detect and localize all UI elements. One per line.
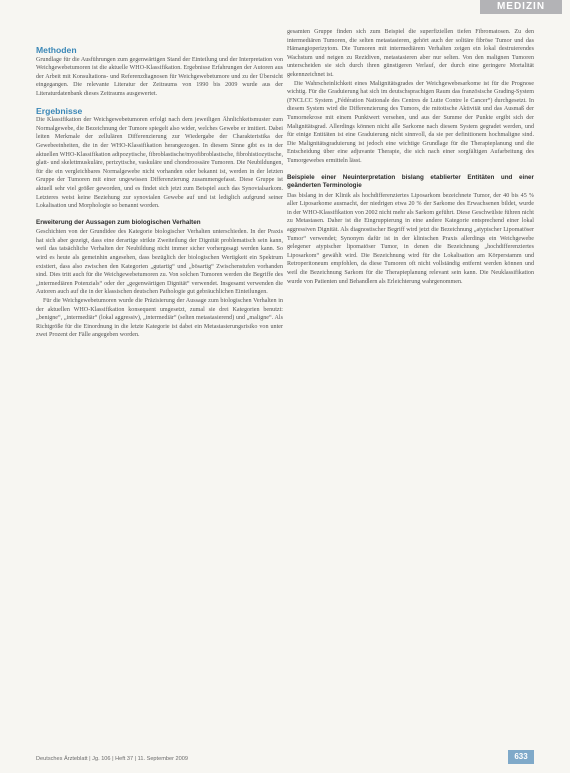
neuinterpretation-subheading: Beispiele einer Neuinterpretation bislang etablierter Entitäten und einer geänderten Terminologie [287, 173, 534, 190]
methoden-heading: Methoden [36, 45, 77, 55]
page-number: 633 [508, 750, 534, 764]
verhalten-paragraph-2: Für die Weichgewebetumoren wurde die Präzisierung der Aussage zum biologischen Verhalten in der aktuellen WHO-Klassifikation konsequent umgesetzt, zumal sie drei Kategorien benutzt: „benigne“, „intermediär“ (lokal aggressiv), „intermediär“ (selten metastasierend) und „maligne“. Als Richtgröße für die Einordnung in die letzte Kategorie ist dabei ein Metastasierungsrisiko von unter zwei Prozent der Fälle angegeben worden. [36, 298, 283, 339]
neuinterpretation-paragraph: Das bislang in der Klinik als hochdifferenziertes Liposarkom bezeichnete Tumor, der 40 bis 45 % aller Liposarkome ausmacht, der niedrigen etwa 20 % der Sarkome des Erwachsenen bildet, wurde in der WHO-Klassifikation von 2002 nicht mehr als Sarkom geführt. Diese Geschwülste führen nicht zu Metastasen. Daher ist die Eingruppierung in eine andere Kategorie entsprechend einer lokal aggressiven Dignität. Als diagnostischer Begriff wird jetzt die Bezeichnung „atypischer Lipomatöser Tumor“ verwendet; Synonym dafür ist in der klinischen Praxis allerdings ein Weichgewebe gelegener atypischer lipomatöser Tumor, in denen die Bezeichnung „hochdifferenziertes Liposarkom“ gewählt wird. Die Bezeichnung wird für die Lokalisation am Körperstamm und Retroperitoneum empfohlen, da diese Tumoren oft nicht vollständig entfernt werden können und weil die Bezeichnung Sarkom für die Therapieplanung relevant sein kann. Die Neuklassifikation wurde von Patienten und Behandlern als Erleichterung wahrgenommen. [287, 192, 534, 285]
verhalten-paragraph: Geschichten von der Grundidee des Kategorie biologischer Verhalten unterschieden. In der Praxis hat sich aber gezeigt, dass eine derartige strikte Zweiteilung der Dignität problematisch sein kann, weil das tatsächliche Verhalten der Neubildung nicht immer sicher vorhergesagt werden kann. So wird es heute als gemeinhin angesehen, dass bezüglich der biologischen Wertigkeit ein Spektrum existiert, dass also zwischen den Kategorien „gutartig“ und „bösartig“ Zwischenstufen vorhanden sind. Dies tritt auch für die Weichgewebetumoren zu. Von solchen Tumoren werden die Begriffe des „intermediären Potenzials“ oder der „gegenwärtigen Dignität“ verwendet. Insgesamt verwenden die Autoren auch auf die in der klassischen deutschen Pathologie gut gebräuchlichen Einteilungen. [36, 229, 283, 296]
section-tab: MEDIZIN [480, 0, 562, 14]
right-column [287, 28, 534, 286]
methoden-paragraph: Grundlage für die Ausführungen zum gegenwärtigen Stand der Einteilung und der Interpretation von Weichgewebetumoren ist die aktuelle WHO-Klassifikation. Ergebnisse Erfahrungen der Autoren aus der Arbeit mit Konsultations- und Referenzdiagnosen für Weichgewebetumore und zu der Übersicht eingegangen. Die relevante Literatur der Zeitraums von 1990 bis 2009 wurde aus der Literaturdatenbank dieses Zeitraums ausgewertet. [36, 56, 283, 97]
ergebnisse-heading: Ergebnisse [36, 105, 83, 116]
left-column [36, 46, 283, 340]
right-paragraph-2: Die Wahrscheinlichkeit eines Malignitätsgrades der Weichgewebesarkome ist für die Prognose wichtig. Für die Graduierung hat sich im deutschsprachigen Raum das französische Grading-System (FNCLCC System „Fédération Nationale des Centres de Lutte Contre le Cancer“) durchgesetzt. In diesem System wird die Differenzierung des Tumors, die mitotische Aktivität und das Ausmaß der Tumornekrose mit einem Punktwert versehen, und aus der Summe der Punkte ergibt sich der Malignitätsgrad. Allerdings können nicht alle Sarkome nach diesem System gegradet werden, und für einige Entitäten ist eine Graduierung nicht sinnvoll, da sie per definitionem hochmaligne sind. Die Malignitätsgraduierung ist jedoch eine wichtige Grundlage für die Therapieplanung und die Entscheidung über eine adjuvante Therapie, die sich nach einer sorgfältigen Aufarbeitung des Tumorgewebes ermitteln lässt. [287, 80, 534, 164]
verhalten-subheading: Erweiterung der Aussagen zum biologischen Verhalten [36, 218, 201, 226]
right-paragraph-1: gesamten Gruppe finden sich zum Beispiel die superfiziellen tiefen Fibromatosen. Zu den intermediären Tumoren, die selten metastasieren, gehört auch der solitäre fibröse Tumor und das Hämangioperizytom. Die Tumoren mit intermediärem Verhalten zeigen ein lokal destruierendes Wachstum und neigen zu Rezidiven, metastasieren aber nur selten. Von den malignen Tumoren unterscheiden sie sich durch ihren günstigeren Verlauf, der durch eine geringere Mortalität gekennzeichnet ist. [287, 29, 534, 78]
ergebnisse-paragraph: Die Klassifikation der Weichgewebetumoren erfolgt nach dem jeweiligen Ähnlichkeitsmuster zum Normalgewebe, die Bezeichnung der Tumore spiegelt also wider, welches Gewebe er imitiert. Dabei leiten Merkmale der zellulären Differenzierung zur Wiedergabe der Charakteristika der Gewebeeinheiten, die in der WHO-Klassifikation herangezogen. In diesem Sinne gibt es in der aktuellen WHO-Klassifikation adipozytische, fibroblastische/myofibroblastische, fibrohistiozytische, glatt- und skelettmuskuläre, perizytische, vaskuläre und chondroossäre Tumoren. Die Neubildungen, für die ein vergleichbares Normalgewebe nicht vorhanden oder bekannt ist, werden in der letzten Gruppe der Tumoren mit einer ungewissen Differenzierung zusammengefasst. Diese Gruppe ist aktuell sehr viel größer geworden, und es findet sich jetzt zum Beispiel auch das Synovialsarkom. Letzteres weist keine Beziehung zur synovialen Gewebe auf und ist lediglich aufgrund seiner Lokalisation und Morphologie so benannt worden. [36, 117, 283, 210]
journal-footer: Deutsches Ärzteblatt | Jg. 106 | Heft 37 | 11. September 2009 [36, 756, 188, 762]
